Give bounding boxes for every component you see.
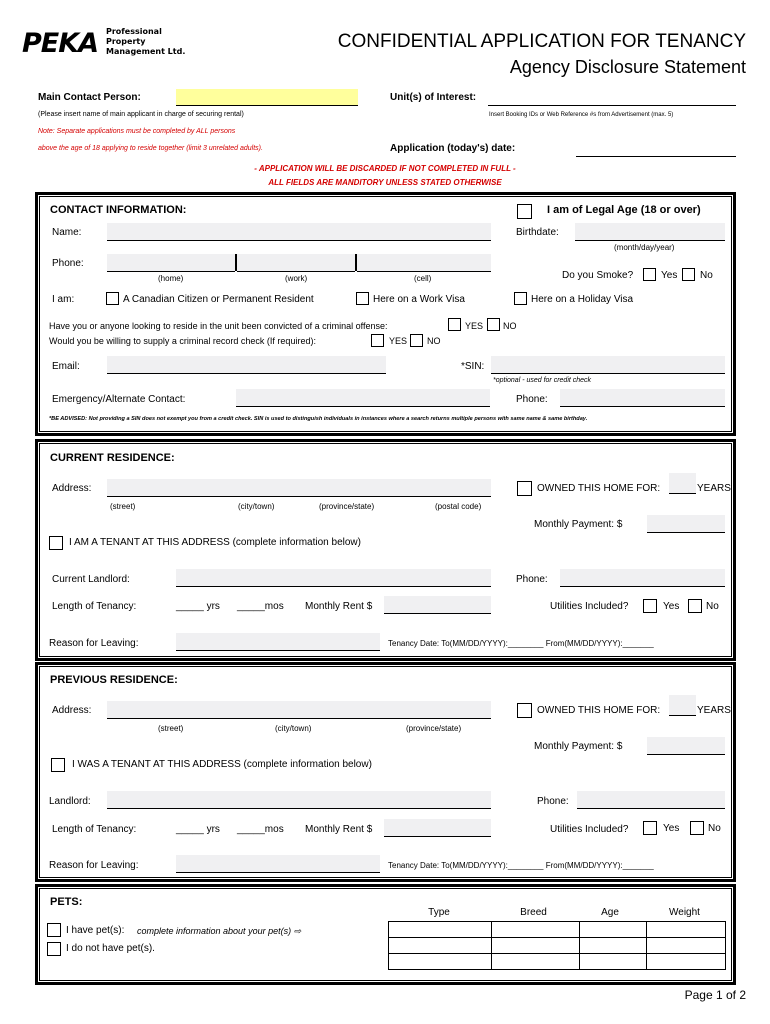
phone-work-hint: (work) xyxy=(285,274,308,283)
offense-no-label: NO xyxy=(503,321,517,331)
current-tenant-checkbox[interactable] xyxy=(49,536,63,550)
current-owned-checkbox[interactable] xyxy=(517,481,532,496)
birthdate-label: Birthdate: xyxy=(516,227,559,238)
pet-breed-cell[interactable] xyxy=(492,922,580,938)
record-no-checkbox[interactable] xyxy=(410,334,423,347)
sin-advisory: *BE ADVISED: Not providing a SIN does not exempt you from a credit check. SIN is used to distinguish individuals in instances where a search returns multiple persons with same name & same birthday. xyxy=(49,416,588,422)
email-label: Email: xyxy=(52,361,80,372)
main-contact-input[interactable] xyxy=(176,89,358,106)
previous-city-hint: (city/town) xyxy=(275,724,312,733)
pets-col-type: Type xyxy=(428,907,450,918)
sin-input[interactable] xyxy=(491,356,725,374)
pet-breed-cell[interactable] xyxy=(492,954,580,970)
phone-home-input[interactable] xyxy=(107,254,235,272)
have-pets-label: I have pet(s): xyxy=(66,925,125,936)
current-owned-years-input[interactable] xyxy=(669,473,696,494)
pets-heading: PETS: xyxy=(50,896,83,908)
record-yes-label: YES xyxy=(389,336,408,346)
current-address-label: Address: xyxy=(52,483,92,494)
main-contact-label: Main Contact Person: xyxy=(38,92,141,103)
current-reason-label: Reason for Leaving: xyxy=(49,638,139,649)
pet-age-cell[interactable] xyxy=(580,938,647,954)
previous-yrs[interactable]: _____ yrs xyxy=(176,824,220,835)
logo-sub-2: Property xyxy=(106,37,146,46)
emergency-label: Emergency/Alternate Contact: xyxy=(52,394,186,405)
pets-col-weight: Weight xyxy=(669,907,700,918)
phone-work-input[interactable] xyxy=(237,254,355,272)
current-landlord-input[interactable] xyxy=(176,569,491,587)
record-check-question: Would you be willing to supply a criminal record check (If required): xyxy=(49,336,316,346)
current-monthly-payment-input[interactable] xyxy=(647,515,725,533)
previous-reason-input[interactable] xyxy=(176,855,380,873)
current-province-hint: (province/state) xyxy=(319,502,375,511)
have-pets-checkbox[interactable] xyxy=(47,923,61,937)
smoke-no-label: No xyxy=(700,270,713,281)
current-reason-input[interactable] xyxy=(176,633,380,651)
main-contact-hint: (Please insert name of main applicant in charge of securing rental) xyxy=(38,111,244,118)
current-city-hint: (city/town) xyxy=(238,502,275,511)
emergency-phone-input[interactable] xyxy=(560,389,725,407)
previous-monthly-rent-label: Monthly Rent $ xyxy=(305,824,373,835)
previous-years-label: YEARS xyxy=(697,705,731,716)
phone-home-hint: (home) xyxy=(158,274,184,283)
current-utilities-no-label: No xyxy=(706,601,719,612)
previous-tenant-label: I WAS A TENANT AT THIS ADDRESS (complete information below) xyxy=(72,759,372,770)
no-pets-label: I do not have pet(s). xyxy=(66,943,155,954)
sin-note: *optional - used for credit check xyxy=(493,377,592,384)
emergency-phone-label: Phone: xyxy=(516,394,548,405)
previous-utilities-yes-label: Yes xyxy=(663,823,680,834)
no-pets-checkbox[interactable] xyxy=(47,942,61,956)
phone-label: Phone: xyxy=(52,258,84,269)
holiday-visa-label: Here on a Holiday Visa xyxy=(531,294,634,305)
smoke-label: Do you Smoke? xyxy=(562,270,634,281)
current-landlord-phone-label: Phone: xyxy=(516,574,548,585)
previous-residence-inner xyxy=(39,666,732,878)
work-visa-checkbox[interactable] xyxy=(356,292,369,305)
warning-line-2: ALL FIELDS ARE MANDITORY UNLESS STATED OTHERWISE xyxy=(268,178,502,187)
previous-monthly-payment-label: Monthly Payment: $ xyxy=(534,741,623,752)
pet-weight-cell[interactable] xyxy=(647,938,726,954)
emergency-input[interactable] xyxy=(236,389,490,407)
smoke-yes-checkbox[interactable] xyxy=(643,268,656,281)
current-utilities-no-checkbox[interactable] xyxy=(688,599,702,613)
current-mos[interactable]: _____mos xyxy=(237,601,284,612)
previous-monthly-rent-input[interactable] xyxy=(384,819,491,837)
iam-label: I am: xyxy=(52,294,75,305)
citizen-label: A Canadian Citizen or Permanent Resident xyxy=(123,294,314,305)
have-pets-hint: complete information about your pet(s) ⇨ xyxy=(137,926,302,936)
pet-breed-cell[interactable] xyxy=(492,938,580,954)
page-subtitle: Agency Disclosure Statement xyxy=(509,57,746,77)
pets-col-breed: Breed xyxy=(520,907,547,918)
record-yes-checkbox[interactable] xyxy=(371,334,384,347)
current-utilities-label: Utilities Included? xyxy=(550,601,629,612)
note-line-2: above the age of 18 applying to reside together (limit 3 unrelated adults). xyxy=(38,145,263,152)
smoke-no-checkbox[interactable] xyxy=(682,268,695,281)
current-landlord-label: Current Landlord: xyxy=(52,574,130,585)
contact-heading: CONTACT INFORMATION: xyxy=(50,204,187,216)
current-utilities-yes-label: Yes xyxy=(663,601,680,612)
app-date-label: Application (today's) date: xyxy=(390,143,516,154)
current-postal-hint: (postal code) xyxy=(435,502,482,511)
offense-yes-checkbox[interactable] xyxy=(448,318,461,331)
citizen-checkbox[interactable] xyxy=(106,292,119,305)
current-landlord-phone-input[interactable] xyxy=(560,569,725,587)
previous-owned-label: OWNED THIS HOME FOR: xyxy=(537,705,661,716)
previous-landlord-label: Landlord: xyxy=(49,796,91,807)
offense-no-checkbox[interactable] xyxy=(487,318,500,331)
name-input[interactable] xyxy=(107,223,491,241)
current-years-label: YEARS xyxy=(697,483,731,494)
pet-age-cell[interactable] xyxy=(580,922,647,938)
record-no-label: NO xyxy=(427,336,441,346)
current-monthly-rent-input[interactable] xyxy=(384,596,491,614)
sin-label: *SIN: xyxy=(461,361,485,372)
pet-weight-cell[interactable] xyxy=(647,922,726,938)
previous-reason-label: Reason for Leaving: xyxy=(49,860,139,871)
previous-monthly-payment-input[interactable] xyxy=(647,737,725,755)
previous-owned-years-input[interactable] xyxy=(669,695,696,716)
pet-type-cell[interactable] xyxy=(389,922,492,938)
phone-cell-input[interactable] xyxy=(357,254,491,272)
name-label: Name: xyxy=(52,227,82,238)
current-tenancy-date[interactable]: Tenancy Date: To(MM/DD/YYYY):________ From(MM/DD/YYYY):_______ xyxy=(388,639,654,648)
pet-type-cell[interactable] xyxy=(389,954,492,970)
pets-row xyxy=(389,954,726,970)
units-input[interactable] xyxy=(488,92,736,106)
current-street-hint: (street) xyxy=(110,502,136,511)
note-line-1: Note: Separate applications must be completed by ALL persons xyxy=(38,128,236,135)
logo-sub-3: Management Ltd. xyxy=(106,47,186,56)
current-address-input[interactable] xyxy=(107,479,491,497)
previous-street-hint: (street) xyxy=(158,724,184,733)
previous-utilities-label: Utilities Included? xyxy=(550,824,629,835)
birthdate-input[interactable] xyxy=(575,223,725,241)
current-yrs[interactable]: _____ yrs xyxy=(176,601,220,612)
offense-question: Have you or anyone looking to reside in the unit been convicted of a criminal offense: xyxy=(49,321,388,331)
previous-utilities-yes-checkbox[interactable] xyxy=(643,821,657,835)
pets-table xyxy=(388,921,726,970)
units-hint: Insert Booking IDs or Web Reference #s from Advertisement (max. 5) xyxy=(489,112,674,118)
current-heading: CURRENT RESIDENCE: xyxy=(50,452,175,464)
previous-landlord-phone-label: Phone: xyxy=(537,796,569,807)
work-visa-label: Here on a Work Visa xyxy=(373,294,465,305)
previous-tenant-checkbox[interactable] xyxy=(51,758,65,772)
previous-mos[interactable]: _____mos xyxy=(237,824,284,835)
logo-sub-1: Professional xyxy=(106,27,162,36)
previous-landlord-input[interactable] xyxy=(107,791,491,809)
smoke-yes-label: Yes xyxy=(661,270,678,281)
previous-address-input[interactable] xyxy=(107,701,491,719)
previous-tenancy-date[interactable]: Tenancy Date: To(MM/DD/YYYY):________ From(MM/DD/YYYY):_______ xyxy=(388,861,654,870)
legal-age-checkbox[interactable] xyxy=(517,204,532,219)
current-length-label: Length of Tenancy: xyxy=(52,601,137,612)
units-label: Unit(s) of Interest: xyxy=(390,92,477,103)
current-tenant-label: I AM A TENANT AT THIS ADDRESS (complete information below) xyxy=(69,537,361,548)
previous-utilities-no-label: No xyxy=(708,823,721,834)
current-monthly-payment-label: Monthly Payment: $ xyxy=(534,519,623,530)
previous-utilities-no-checkbox[interactable] xyxy=(690,821,704,835)
page-title: CONFIDENTIAL APPLICATION FOR TENANCY xyxy=(337,31,746,52)
pets-col-age: Age xyxy=(601,907,619,918)
pets-row xyxy=(389,922,726,938)
current-monthly-rent-label: Monthly Rent $ xyxy=(305,601,373,612)
offense-yes-label: YES xyxy=(465,321,484,331)
warning-line-1: - APPLICATION WILL BE DISCARDED IF NOT COMPLETED IN FULL - xyxy=(254,164,516,173)
holiday-visa-checkbox[interactable] xyxy=(514,292,527,305)
email-input[interactable] xyxy=(107,356,386,374)
pet-weight-cell[interactable] xyxy=(647,954,726,970)
previous-address-label: Address: xyxy=(52,705,92,716)
current-utilities-yes-checkbox[interactable] xyxy=(643,599,657,613)
previous-heading: PREVIOUS RESIDENCE: xyxy=(50,674,178,686)
date-format-hint: (month/day/year) xyxy=(614,243,675,252)
page-number: Page 1 of 2 xyxy=(684,988,746,1002)
logo-subtitle xyxy=(106,27,185,57)
previous-length-label: Length of Tenancy: xyxy=(52,824,137,835)
pets-row xyxy=(389,938,726,954)
logo: PEKA xyxy=(22,28,99,59)
current-owned-label: OWNED THIS HOME FOR: xyxy=(537,483,661,494)
phone-cell-hint: (cell) xyxy=(414,274,432,283)
pet-age-cell[interactable] xyxy=(580,954,647,970)
pet-type-cell[interactable] xyxy=(389,938,492,954)
app-date-input[interactable] xyxy=(576,143,736,157)
legal-age-label: I am of Legal Age (18 or over) xyxy=(547,204,701,216)
previous-province-hint: (province/state) xyxy=(406,724,462,733)
previous-landlord-phone-input[interactable] xyxy=(577,791,725,809)
current-residence-inner xyxy=(39,443,732,657)
previous-owned-checkbox[interactable] xyxy=(517,703,532,718)
